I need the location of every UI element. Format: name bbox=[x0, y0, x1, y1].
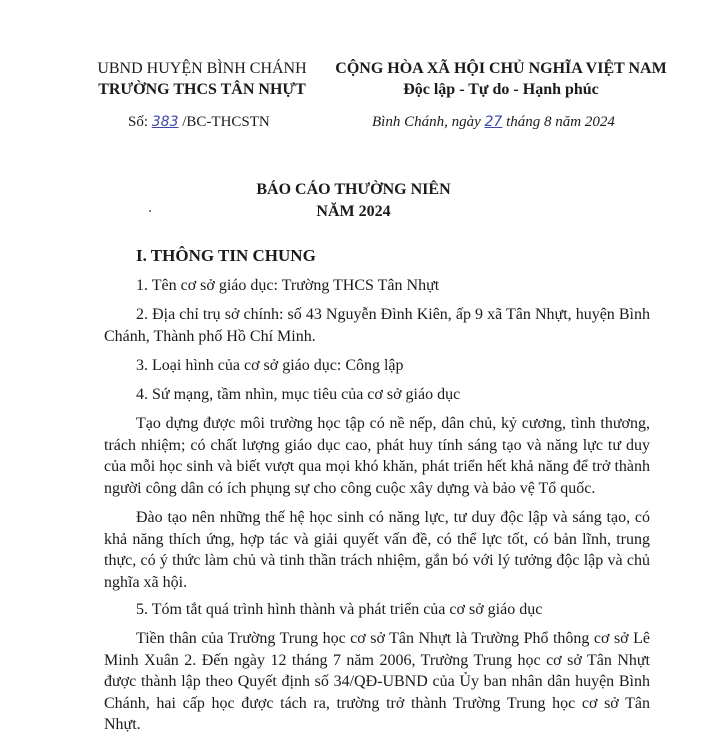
paragraph-history: Tiền thân của Trường Trung học cơ sở Tân Nhựt là Trường Phổ thông cơ sở Lê Minh Xuân 2. Đến ngày 12 tháng 7 năm 2006, Trường Trung học cơ sở Tân Nhựt được thành lập theo Quyết định số 34/QĐ-UBND của Ủy ban nhân dân huyện Bình Chánh, hai cấp học được tách ra, trường trở thành Trường Trung học cơ sở Tân Nhựt. bbox=[104, 630, 650, 733]
org-line-2: TRƯỜNG THCS TÂN NHỰT bbox=[98, 81, 306, 98]
scan-speck bbox=[149, 210, 151, 212]
doc-number-suffix: /BC-THCSTN bbox=[182, 114, 270, 130]
date-day-handwritten: 27 bbox=[484, 114, 503, 130]
item-school-name: 1. Tên cơ sở giáo dục: Trường THCS Tân Nhựt bbox=[136, 277, 440, 294]
section-heading: I. THÔNG TIN CHUNG bbox=[136, 246, 316, 265]
doc-number-handwritten: 383 bbox=[151, 114, 179, 130]
nation-line-1: CỘNG HÒA XÃ HỘI CHỦ NGHĨA VIỆT NAM bbox=[335, 60, 667, 77]
item-mission-heading: 4. Sứ mạng, tầm nhìn, mục tiêu của cơ sở giáo dục bbox=[136, 386, 461, 403]
nation-line-2: Độc lập - Tự do - Hạnh phúc bbox=[403, 81, 599, 98]
report-title: BÁO CÁO THƯỜNG NIÊN bbox=[256, 181, 451, 198]
item-school-type: 3. Loại hình của cơ sở giáo dục: Công lập bbox=[136, 357, 404, 374]
issuing-organization bbox=[82, 58, 322, 100]
item-address: 2. Địa chỉ trụ sở chính: số 43 Nguyễn Đình Kiên, ấp 9 xã Tân Nhựt, huyện Bình Chánh, Thành phố Hồ Chí Minh. bbox=[104, 306, 650, 345]
org-line-1: UBND HUYỆN BÌNH CHÁNH bbox=[97, 60, 307, 77]
paragraph-mission: Tạo dựng được môi trường học tập có nề nếp, dân chủ, kỷ cương, tình thương, trách nhiệm; có chất lượng giáo dục cao, phát huy tính sáng tạo và năng lực tư duy của mỗi học sinh và biết vượt qua mọi khó khăn, phát triển hết khả năng để trở thành người công dân có ích phụng sự cho công cuộc xây dựng và bảo vệ Tổ quốc. bbox=[104, 415, 650, 497]
report-year: NĂM 2024 bbox=[316, 203, 391, 220]
date-prefix: Bình Chánh, ngày bbox=[372, 114, 481, 130]
item-history-heading: 5. Tóm tắt quá trình hình thành và phát triển của cơ sở giáo dục bbox=[136, 601, 543, 618]
date-suffix: tháng 8 năm 2024 bbox=[506, 114, 615, 130]
document-date bbox=[372, 114, 615, 131]
doc-number-prefix: Số: bbox=[128, 114, 149, 130]
national-motto bbox=[326, 58, 676, 100]
document-number bbox=[128, 114, 270, 131]
paragraph-goal: Đào tạo nên những thế hệ học sinh có năng lực, tư duy độc lập và sáng tạo, có khả năng thích ứng, hợp tác và giải quyết vấn đề, có thể lực tốt, có bản lĩnh, trung thực, có ý thức làm chủ và tinh thần trách nhiệm, gắn bó với lý tưởng độc lập và chủ nghĩa xã hội. bbox=[104, 509, 650, 591]
